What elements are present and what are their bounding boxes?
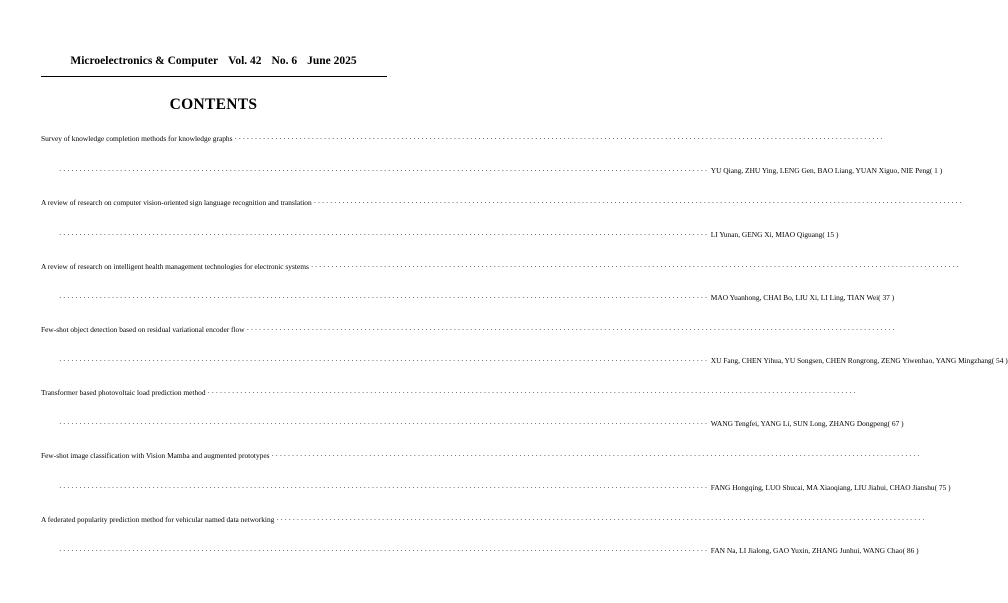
toc-entry-title[interactable]: A review of research on intelligent health management technologies for electronic systems ································································································································································ bbox=[41, 262, 961, 271]
header-divider bbox=[41, 76, 387, 77]
toc-entry-title[interactable]: Few-shot object detection based on residual variational encoder flow ································································································································································ bbox=[41, 325, 897, 334]
toc-entry-authors: ································································································································································ WANG Tengfei, YANG Li, SUN Long, ZHANG Dongpeng ( 67 ) bbox=[59, 419, 904, 428]
page-number: ( 37 ) bbox=[878, 293, 895, 302]
journal-name: Microelectronics & Computer bbox=[70, 55, 219, 67]
journal-issue: No. 6 bbox=[271, 55, 298, 67]
toc-entry-authors: ································································································································································ YU Qiang, ZHU Ying, LENG Gen, BAO Liang, YUAN Xiguo, NIE Peng ( 1 ) bbox=[59, 166, 943, 175]
page-number: ( 54 ) bbox=[991, 356, 1008, 365]
journal-date: June 2025 bbox=[307, 55, 357, 67]
journal-volume: Vol. 42 bbox=[228, 55, 262, 67]
leader-dots: ································································································································································ bbox=[310, 262, 961, 271]
leader-dots: ································································································································································ bbox=[59, 483, 709, 492]
page-number: ( 75 ) bbox=[934, 483, 951, 492]
leader-dots: ································································································································································ bbox=[313, 198, 964, 207]
journal-header bbox=[0, 55, 427, 67]
contents-title: CONTENTS bbox=[169, 96, 258, 113]
page-number: ( 1 ) bbox=[929, 166, 943, 175]
leader-dots: ································································································································································ bbox=[59, 166, 709, 175]
leader-dots: ································································································································································ bbox=[246, 325, 897, 334]
leader-dots: ································································································································································ bbox=[276, 515, 927, 524]
page-number: ( 67 ) bbox=[887, 419, 904, 428]
page-number: ( 15 ) bbox=[822, 230, 839, 239]
toc-entry-authors: ································································································································································ MAO Yuanhong, CHAI Bo, LIU Xi, LI Ling, TIAN Wei ( 37 ) bbox=[59, 293, 895, 302]
leader-dots: ································································································································································ bbox=[59, 546, 709, 555]
toc-entry-authors: ································································································································································ LI Yunan, GENG Xi, MIAO Qiguang ( 15 ) bbox=[59, 230, 839, 239]
leader-dots: ································································································································································ bbox=[271, 451, 922, 460]
leader-dots: ································································································································································ bbox=[59, 419, 709, 428]
toc-entry-title[interactable]: Survey of knowledge completion methods for knowledge graphs ································································································································································ bbox=[41, 134, 885, 143]
leader-dots: ································································································································································ bbox=[59, 230, 709, 239]
toc-entry-title[interactable]: Few-shot image classification with Vision Mamba and augmented prototypes ································································································································································ bbox=[41, 451, 922, 460]
toc-entry-title[interactable]: A review of research on computer vision-oriented sign language recognition and translation ································································································································································ bbox=[41, 198, 964, 207]
leader-dots: ································································································································································ bbox=[207, 388, 858, 397]
leader-dots: ································································································································································ bbox=[59, 356, 709, 365]
page-number: ( 86 ) bbox=[902, 546, 919, 555]
toc-entry-authors: ································································································································································ FANG Hongqing, LUO Shucai, MA Xiaoqiang, LIU Jiahui, CHAO Jianshu ( 75 ) bbox=[59, 483, 951, 492]
leader-dots: ································································································································································ bbox=[234, 134, 885, 143]
toc-entry-authors: ································································································································································ XU Fang, CHEN Yihua, YU Songsen, CHEN Rongrong, ZENG Yiwenhao, YANG Mingzhang ( 54 ) bbox=[59, 356, 1008, 365]
leader-dots: ································································································································································ bbox=[59, 293, 709, 302]
toc-entry-authors: ································································································································································ FAN Na, LI Jialong, GAO Yuxin, ZHANG Junhui, WANG Chao ( 86 ) bbox=[59, 546, 919, 555]
toc-entry-title[interactable]: Transformer based photovoltaic load prediction method ································································································································································ bbox=[41, 388, 858, 397]
toc-entry-title[interactable]: A federated popularity prediction method for vehicular named data networking ································································································································································ bbox=[41, 515, 927, 524]
